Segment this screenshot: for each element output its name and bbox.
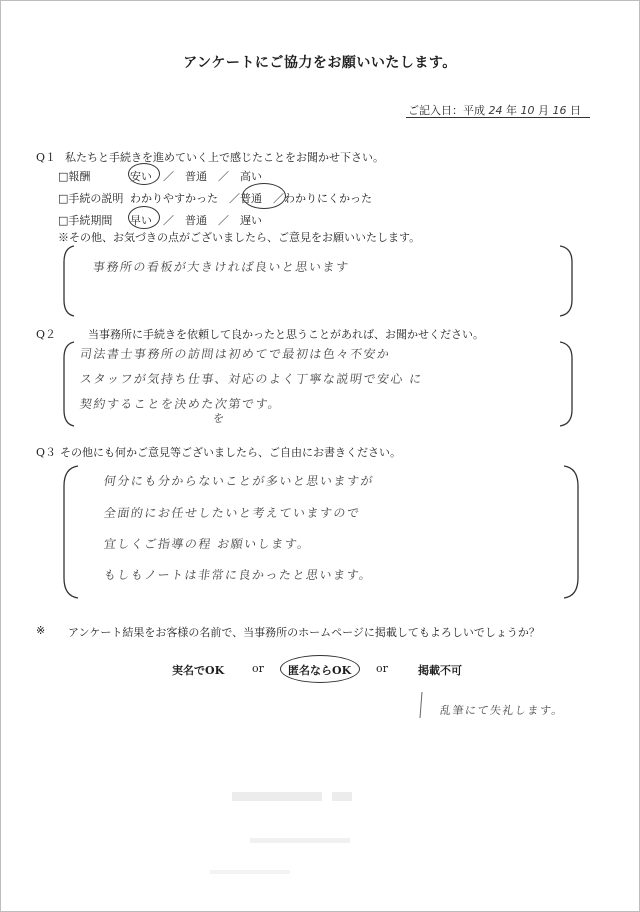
date-year-unit: 年 (506, 104, 517, 117)
consent-option-real-name: 実名でOK (172, 664, 225, 677)
q1-question: 私たちと手続きを進めていく上で感じたことをお聞かせ下さい。 (65, 151, 384, 164)
date-month: 10 (520, 104, 535, 117)
consent-option-anonymous: 匿名ならOK (288, 664, 352, 677)
q3-number: Q３ (36, 446, 57, 459)
date-month-unit: 月 (538, 104, 549, 117)
q1-number: Q１ (36, 151, 57, 164)
q2-question: 当事務所に手続きを依頼して良かったと思うことがあれば、お聞かせください。 (88, 328, 484, 341)
side-note-tick (400, 688, 440, 728)
q1-row-explanation-options: わかりやすかった ／普通 ／わかりにくかった (130, 192, 372, 205)
consent-mark: ※ (36, 624, 46, 637)
date-underline (406, 117, 590, 118)
q3-answer-line-4: もしもノートは非常に良かったと思います。 (102, 568, 374, 582)
q1-handwritten-answer: 事務所の看板が大きければ良いと思います (91, 260, 351, 274)
date-label: ご記入日：平成 (408, 104, 485, 117)
q1-row-period-label: □手続期間 (58, 214, 113, 227)
page-title: アンケートにご協力をお願いいたします。 (183, 55, 457, 71)
q1-comment-prompt: ※その他、お気づきの点がございましたら、ご意見をお願いいたします。 (58, 231, 421, 244)
side-note: 乱筆にて失礼します。 (439, 704, 565, 717)
q3-answer-line-3: 宜しくご指導の程 お願いします。 (102, 537, 312, 551)
consent-option-not-allowed: 掲載不可 (418, 664, 462, 677)
q1-row-fee-label: □報酬 (58, 170, 91, 183)
consent-anonymous-circle (280, 655, 360, 683)
q3-question: その他にも何かご意見等ございましたら、ご自由にお書きください。 (60, 446, 401, 459)
q2-answer-line-1: 司法書士事務所の訪問は初めてで最初は色々不安か (78, 347, 392, 361)
date-field (408, 102, 581, 118)
q3-answer-line-1: 何分にも分からないことが多いと思いますが (102, 474, 375, 488)
consent-or-1: or (252, 662, 264, 675)
q2-number: Q２ (36, 328, 57, 341)
q1-fee-circle (128, 163, 160, 185)
q2-answer-insertion: を (212, 412, 227, 425)
q1-answer-bracket (60, 242, 580, 320)
consent-question: アンケート結果をお客様の名前で、当事務所のホームページに掲載してもよろしいでしょうか？ (68, 626, 540, 639)
q1-row-fee (58, 168, 262, 184)
q3-answer-line-2: 全面的にお任せしたいと考えていますので (102, 506, 362, 520)
q1-period-circle (128, 206, 160, 229)
q1-row-period (58, 212, 262, 228)
q1-row-period-options: 早い ／ 普通 ／ 遅い (130, 214, 262, 227)
date-day-unit: 日 (570, 104, 581, 117)
date-year: 24 (488, 104, 503, 117)
date-day: 16 (552, 104, 567, 117)
q1-row-explanation (58, 190, 372, 206)
q2-answer-line-2: スタッフが気持ち仕事、対応のよく丁寧な説明で安心 に (78, 372, 424, 386)
q2-answer-line-3: 契約することを決めた次第です。 (78, 397, 283, 411)
q1-explanation-circle (242, 183, 286, 209)
q1-row-fee-options: 安い ／ 普通 ／ 高い (130, 170, 262, 183)
q1-row-explanation-label: □手続の説明 (58, 192, 124, 205)
bleed-through-marks (210, 786, 450, 896)
consent-or-2: or (376, 662, 388, 675)
